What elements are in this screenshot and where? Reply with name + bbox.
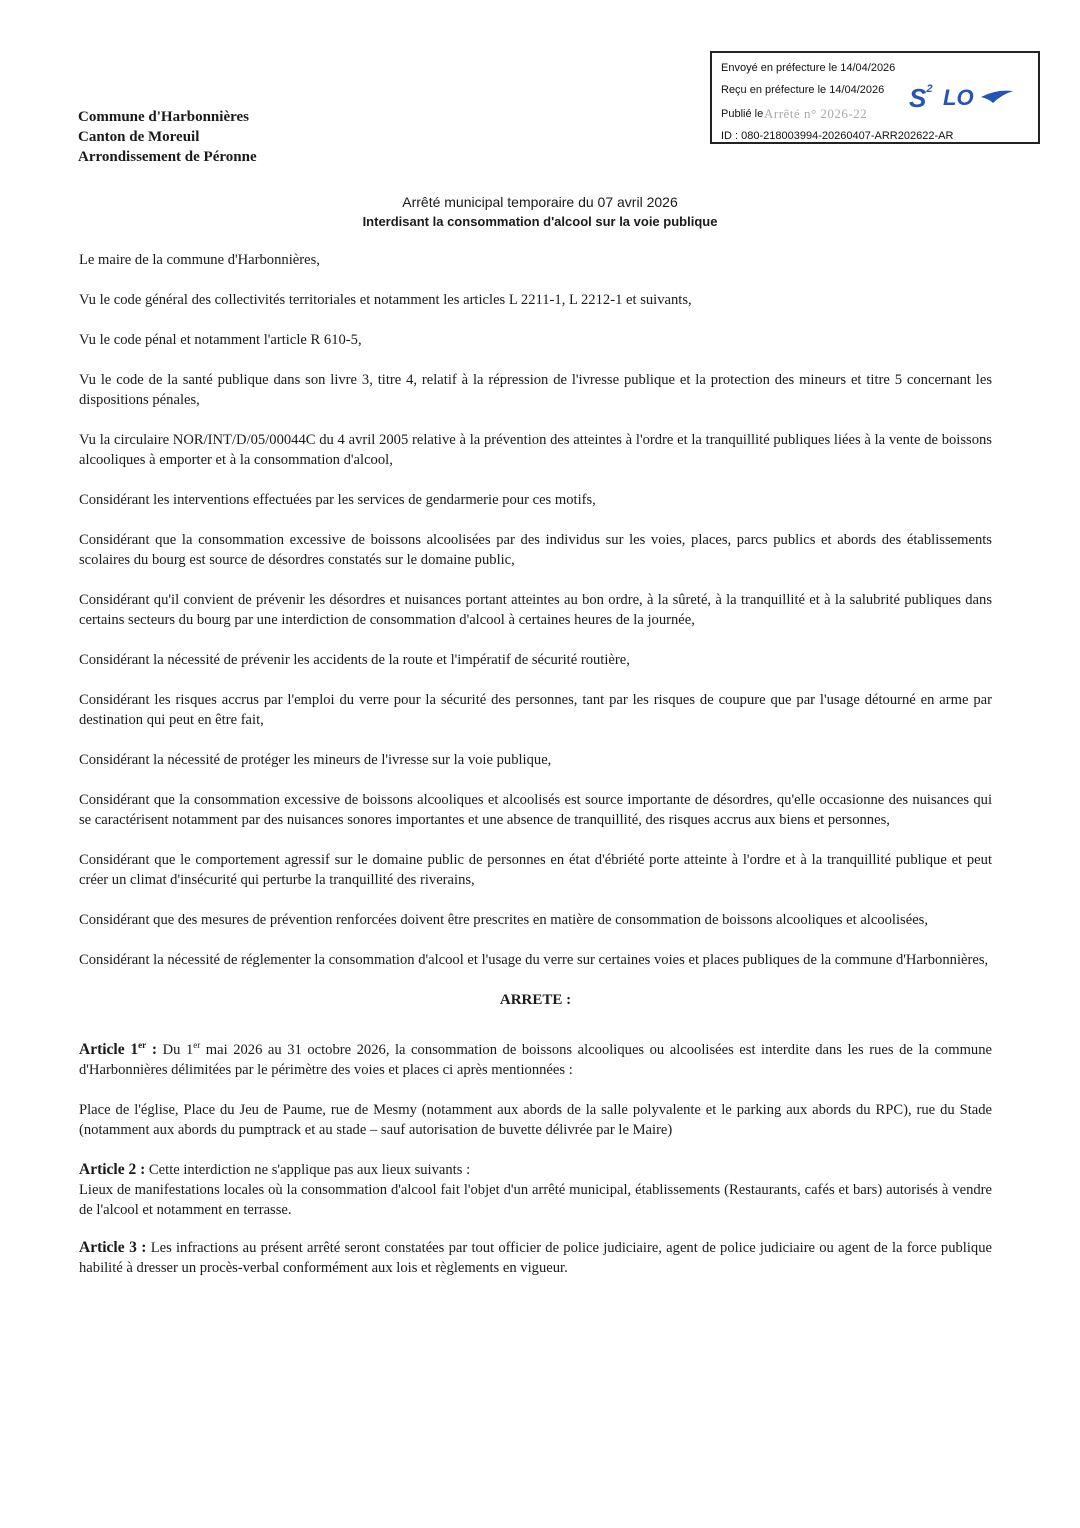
prefecture-stamp [710, 51, 1040, 144]
s2lo-swoosh-icon [941, 85, 1021, 115]
article-3 [79, 1238, 992, 1278]
paragraph-considerant-5: Considérant les risques accrus par l'emploi du verre pour la sécurité des personnes, tant par les risques de coupure que par l'usage détourné en arme par destination qui peut en être fait, [79, 692, 992, 728]
svg-text:LO: LO [943, 85, 974, 110]
paragraph-considerant-1: Considérant les interventions effectuées par les services de gendarmerie pour ces motifs, [79, 492, 596, 508]
title-line-2: Interdisant la consommation d'alcool sur la voie publique [362, 214, 718, 229]
letterhead [78, 107, 257, 167]
arrondissement-name: Arrondissement de Péronne [78, 149, 257, 165]
paragraph-vu-sante-publique: Vu le code de la santé publique dans son livre 3, titre 4, relatif à la répression de l'ivresse publique et la protection des mineurs et titre 5 concernant les dispositions pénales, [79, 372, 992, 408]
stamp-publie: Publié le [721, 108, 764, 120]
article-2-detail: Lieux de manifestations locales où la consommation d'alcool fait l'objet d'un arrêté municipal, établissements (Restaurants, cafés et bars) autorisés à vendre de l'alcool et notamment en terrasse. [79, 1182, 992, 1218]
document-title [0, 193, 1080, 231]
commune-name: Commune d'Harbonnières [78, 109, 249, 125]
s2lo-mark: $S^2$ [909, 83, 933, 113]
article-2-text: Cette interdiction ne s'applique pas aux lieux suivants : [145, 1162, 471, 1178]
paragraph-considerant-9: Considérant que des mesures de prévention renforcées doivent être prescrites en matière de consommation de boissons alcooliques et alcoolisées, [79, 912, 929, 928]
paragraph-vu-circulaire: Vu la circulaire NOR/INT/D/05/00044C du 4 avril 2005 relative à la prévention des atteintes à l'ordre et la tranquillité publiques liées à la vente de boissons alcooliques à emporter et à la consommation d'alcool, [79, 432, 992, 468]
article-1-text: mai 2026 au 31 octobre 2026, la consommation de boissons alcooliques ou alcoolisées est interdite dans les rues de la commune d'Harbonnières délimitées par le périmètre des voies et places ci après mentionnées : [79, 1042, 992, 1078]
s2lo-logo [909, 83, 1019, 119]
stamp-recu: Reçu en préfecture le 14/04/2026 [721, 84, 885, 96]
article-2-label: Article 2 : [79, 1161, 146, 1178]
paragraph-considerant-4: Considérant la nécessité de prévenir les accidents de la route et l'impératif de sécurité routière, [79, 652, 630, 668]
paragraph-vu-cgct: Vu le code général des collectivités territoriales et notamment les articles L 2211-1, L 2212-1 et suivants, [79, 292, 692, 308]
article-1-places: Place de l'église, Place du Jeu de Paume, rue de Mesmy (notamment aux abords de la salle polyvalente et le parking aux abords du RPC), rue du Stade (notamment aux abords du pumptrack et au stade – sauf autorisation de buvette délivrée par le Maire) [79, 1102, 992, 1138]
article-3-text: Les infractions au présent arrêté seront constatées par tout officier de police judiciaire, agent de police judiciaire ou agent de la force publique habilité à dresser un procès-verbal conformément aux lois et règlements en vigueur. [79, 1240, 992, 1276]
stamp-arrete-ref: Arrêté n° 2026-22 [764, 106, 868, 121]
paragraph-considerant-2: Considérant que la consommation excessive de boissons alcoolisées par des individus sur les voies, places, parcs publics et abords des établissements scolaires du bourg est source de désordres constatés sur le domaine public, [79, 532, 992, 568]
title-line-1: Arrêté municipal temporaire du 07 avril 2026 [402, 194, 678, 210]
article-2 [79, 1160, 992, 1220]
article-1-label: Article 1er : [79, 1039, 158, 1058]
article-3-label: Article 3 : [79, 1239, 147, 1256]
stamp-id: ID : 080-218003994-20260407-ARR202622-AR [721, 130, 954, 142]
paragraph-considerant-7: Considérant que la consommation excessive de boissons alcooliques et alcoolisés est source importante de désordres, qu'elle occasionne des nuisances qui se caractérisent notamment par des nuisances sonores importantes et une absence de tranquillité, des risques accrus aux biens et personnes, [79, 792, 992, 828]
arrete-heading: ARRETE : [499, 992, 572, 1008]
canton-name: Canton de Moreuil [78, 129, 200, 145]
paragraph-considerant-10: Considérant la nécessité de réglementer la consommation d'alcool et l'usage du verre sur certaines voies et places publiques de la commune d'Harbonnières, [79, 952, 989, 968]
paragraph-considerant-8: Considérant que le comportement agressif sur le domaine public de personnes en état d'ébriété porte atteinte à l'ordre et à la tranquillité publique et peut créer un climat d'insécurité qui perturbe la tranquillité des riverains, [79, 852, 992, 888]
paragraph-considerant-6: Considérant la nécessité de protéger les mineurs de l'ivresse sur la voie publique, [79, 752, 552, 768]
document-body [79, 250, 992, 1298]
stamp-envoye: Envoyé en préfecture le 14/04/2026 [721, 62, 896, 74]
paragraph-maire: Le maire de la commune d'Harbonnières, [79, 252, 320, 268]
paragraph-vu-code-penal: Vu le code pénal et notamment l'article R 610-5, [79, 332, 362, 348]
paragraph-considerant-3: Considérant qu'il convient de prévenir les désordres et nuisances portant atteintes au bon ordre, à la sûreté, à la tranquillité et à la salubrité publiques dans certains secteurs du bourg par une interdiction de consommation d'alcool à certaines heures de la journée, [79, 592, 992, 628]
article-1: Article 1er : Du 1er mai 2026 au 31 octobre 2026, la consommation de boissons alcooliques ou alcoolisées est interdite dans les rues de la commune d'Harbonnières délimitées par le périmètre des voies et places ci après mentionnées : [79, 1039, 992, 1078]
